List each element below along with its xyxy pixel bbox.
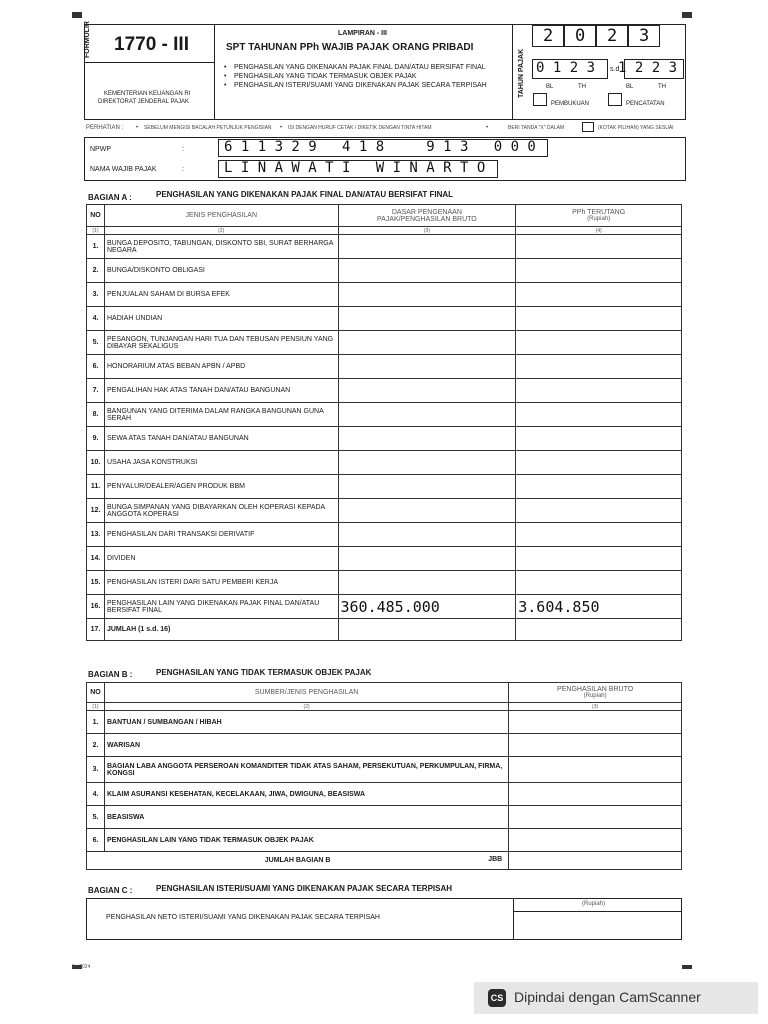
jbb-code: JBB [488,856,503,863]
row-number: 12. [87,499,105,523]
row-label: JUMLAH (1 s.d. 16) [104,619,338,641]
col-index: (4) [516,227,682,235]
bagian-a-row [87,235,682,259]
col-index: (3) [509,703,682,711]
bagian-b-row [87,829,682,852]
row-label: BANTUAN / SUMBANGAN / HIBAH [104,711,508,734]
perhatian-item: (KOTAK PILIHAN) YANG SESUAI [598,125,674,131]
bagian-b-row [87,734,682,757]
row-label: PENGHASILAN ISTERI DARI SATU PEMBERI KERJA [104,571,338,595]
penghasilan-bruto-cell[interactable] [509,806,682,829]
dasar-pengenaan-cell[interactable] [338,379,516,403]
col-header-bruto [509,683,682,703]
perhatian-item: ISI DENGAN HURUF CETAK / DIKETIK DENGAN TINTA HITAM [288,125,432,131]
name-value: L I N A W A T I W I N A R T O [224,160,486,176]
bagian-b-row [87,806,682,829]
row-number: 10. [87,451,105,475]
pph-terutang-cell[interactable] [516,259,682,283]
year-field[interactable] [532,25,660,47]
row-label: PENGALIHAN HAK ATAS TANAH DAN/ATAU BANGUNAN [104,379,338,403]
bagian-a-row [87,619,682,641]
perhatian-label: PERHATIAN : [86,125,124,131]
row-label: PENGHASILAN LAIN YANG DIKENAKAN PAJAK FINAL DAN/ATAU BERSIFAT FINAL [104,595,338,619]
row-number: 4. [87,783,105,806]
dasar-pengenaan-cell[interactable] [338,499,516,523]
row-number: 11. [87,475,105,499]
bullet-item: PENGHASILAN YANG TIDAK TERMASUK OBJEK PAJAK [234,73,417,80]
camscanner-watermark [474,982,758,1014]
dasar-pengenaan-cell[interactable] [338,571,516,595]
penghasilan-bruto-cell[interactable] [509,783,682,806]
row-number: 5. [87,806,105,829]
bagian-a-row [87,427,682,451]
bagian-b-row [87,757,682,783]
row-number: 2. [87,259,105,283]
row-number: 3. [87,757,105,783]
form-number: 1770 - III [114,34,189,55]
registration-mark-top-left [72,12,82,18]
bl-label: BL [546,84,554,90]
bagian-a-row [87,259,682,283]
bagian-c-rupiah: (Rupiah) [582,901,606,907]
col-header-pph-line2: (Rupiah) [587,216,611,222]
row-label: BUNGA DEPOSITO, TABUNGAN, DISKONTO SBI, SURAT BERHARGA NEGARA [104,235,338,259]
pencatatan-checkbox[interactable] [608,93,622,106]
jumlah-bagian-b-label [87,852,509,870]
th-label: TH [578,84,586,90]
year-digit: 0 [575,26,586,46]
dasar-pengenaan-cell[interactable] [338,547,516,571]
row-label: HADIAH UNDIAN [104,307,338,331]
period-start: 0 1 2 3 [536,60,596,76]
bagian-a-table [86,204,682,641]
pph-terutang-cell[interactable] [516,355,682,379]
bagian-b-row [87,783,682,806]
row-number: 6. [87,355,105,379]
row-number: 5. [87,331,105,355]
col-header-dasar-line1: DASAR PENGENAAN [391,208,462,216]
camscanner-icon: CS [488,989,506,1007]
col-header-dasar-line2: PAJAK/PENGHASILAN BRUTO [377,215,477,223]
row-number: 15. [87,571,105,595]
col-header-pph [516,205,682,227]
row-number: 1. [87,235,105,259]
jumlah-bagian-b-text: JUMLAH BAGIAN B [264,857,331,864]
jumlah-bagian-b-value[interactable] [509,852,682,870]
bagian-b-table [86,682,682,870]
year-digit: 2 [543,26,554,46]
penghasilan-bruto-cell[interactable] [509,734,682,757]
col-header-no: NO [87,205,105,227]
bagian-a-row [87,355,682,379]
row-number: 14. [87,547,105,571]
name-label: NAMA WAJIB PAJAK [90,166,157,173]
penghasilan-bruto-cell[interactable] [509,711,682,734]
col-header-no: NO [87,683,105,703]
bagian-c-title: PENGHASILAN ISTERI/SUAMI YANG DIKENAKAN PAJAK SECARA TERPISAH [156,884,453,893]
pph-terutang-cell[interactable] [516,235,682,259]
bagian-a-row [87,499,682,523]
pph-terutang-cell[interactable]: 3.604.850 [516,595,682,619]
bl-label: BL [626,84,634,90]
row-label: PESANGON, TUNJANGAN HARI TUA DAN TEBUSAN PENSIUN YANG DIBAYAR SEKALIGUS [104,331,338,355]
row-label: PENJUALAN SAHAM DI BURSA EFEK [104,283,338,307]
row-number: 1. [87,711,105,734]
registration-mark-top-right [682,12,692,18]
pph-terutang-cell[interactable] [516,499,682,523]
bagian-a-row [87,283,682,307]
dasar-pengenaan-cell[interactable] [338,307,516,331]
bagian-b-title: PENGHASILAN YANG TIDAK TERMASUK OBJEK PAJAK [156,668,372,677]
row-number: 2. [87,734,105,757]
pph-terutang-cell[interactable] [516,475,682,499]
row-label: PENGHASILAN DARI TRANSAKSI DERIVATIF [104,523,338,547]
pph-terutang-cell[interactable] [516,523,682,547]
row-label: BAGIAN LABA ANGGOTA PERSEROAN KOMANDITER TIDAK ATAS SAHAM, PERSEKUTUAN, PERKUMPULAN, FIRMA, KONGSI [104,757,508,783]
pencatatan-label: PENCATATAN [626,101,665,107]
row-label: WARISAN [104,734,508,757]
dasar-pengenaan-cell[interactable]: 360.485.000 [338,595,516,619]
row-label: BEASISWA [104,806,508,829]
camscanner-text: Dipindai dengan CamScanner [514,989,701,1005]
tahun-pajak-label: TAHUN PAJAK [518,48,525,98]
dasar-pengenaan-cell[interactable] [338,355,516,379]
row-label: PENYALUR/DEALER/AGEN PRODUK BBM [104,475,338,499]
lampiran: LAMPIRAN - III [338,30,387,37]
row-number: 17. [87,619,105,641]
bagian-a-label: BAGIAN A : [88,193,132,202]
dasar-pengenaan-cell[interactable] [338,331,516,355]
form-code: 9 - 2024 [72,964,91,970]
col-header-jenis: JENIS PENGHASILAN [104,205,338,227]
pph-terutang-cell[interactable] [516,307,682,331]
col-header-bruto-line2: (Rupiah) [583,693,607,699]
col-header-bruto-line1: PENGHASILAN BRUTO [557,686,634,693]
col-index: (1) [87,227,105,235]
pph-terutang-cell[interactable] [516,283,682,307]
dasar-pengenaan-cell[interactable] [338,451,516,475]
registration-mark-bottom-right [682,965,692,969]
row-number: 13. [87,523,105,547]
year-digit: 2 [607,26,618,46]
pph-terutang-cell[interactable] [516,619,682,641]
col-index: (3) [338,227,516,235]
dasar-pengenaan-cell[interactable] [338,235,516,259]
period-separator: s.d [610,66,620,73]
row-label: DIVIDEN [104,547,338,571]
bagian-c-value[interactable] [514,912,681,939]
bagian-a-row [87,403,682,427]
row-label: KLAIM ASURANSI KESEHATAN, KECELAKAAN, JIWA, DWIGUNA, BEASISWA [104,783,508,806]
row-label: PENGHASILAN LAIN YANG TIDAK TERMASUK OBJEK PAJAK [104,829,508,852]
th-label: TH [658,84,666,90]
npwp-label: NPWP [90,146,111,153]
dasar-pengenaan-cell[interactable] [338,523,516,547]
row-number: 16. [87,595,105,619]
period-end: 1 2 2 3 [618,60,678,76]
dasar-pengenaan-cell[interactable] [338,403,516,427]
ministry: KEMENTERIAN KEUANGAN RI [104,91,191,97]
col-header-sumber: SUMBER/JENIS PENGHASILAN [104,683,508,703]
pph-terutang-cell[interactable] [516,427,682,451]
pph-terutang-cell[interactable] [516,451,682,475]
bullet-list: • PENGHASILAN YANG DIKENAKAN PAJAK FINAL DAN/ATAU BERSIFAT FINAL • PENGHASILAN YANG TIDAK TERMASUK OBJEK PAJAK • PENGHASILAN ISTERI/SUAMI YANG DIKENAKAN PAJAK SECARA TERPISAH [224,64,504,89]
penghasilan-bruto-cell[interactable] [509,829,682,852]
bagian-a-row [87,475,682,499]
npwp-value: 6 1 1 3 2 9 4 1 8 9 1 3 0 0 0 [224,139,536,155]
form-label: FORMULIR [84,21,91,58]
row-number: 7. [87,379,105,403]
bagian-a-row [87,451,682,475]
row-number: 9. [87,427,105,451]
pembukuan-checkbox[interactable] [533,93,547,106]
bagian-c-label: BAGIAN C : [88,886,133,895]
bagian-a-row [87,523,682,547]
penghasilan-bruto-cell[interactable] [509,757,682,783]
row-label: USAHA JASA KONSTRUKSI [104,451,338,475]
pph-terutang-cell[interactable] [516,571,682,595]
col-index: (1) [87,703,105,711]
bagian-a-row [87,571,682,595]
page-title: SPT TAHUNAN PPh WAJIB PAJAK ORANG PRIBADI [226,42,474,53]
row-number: 8. [87,403,105,427]
col-header-dasar [338,205,516,227]
row-number: 6. [87,829,105,852]
row-number: 3. [87,283,105,307]
col-index: (2) [104,703,508,711]
col-header-pph-line1: PPh TERUTANG [572,209,626,216]
row-label: SEWA ATAS TANAH DAN/ATAU BANGUNAN [104,427,338,451]
dasar-pengenaan-cell[interactable] [338,427,516,451]
pph-terutang-cell[interactable] [516,379,682,403]
bagian-a-row [87,595,682,619]
row-label: BUNGA/DISKONTO OBLIGASI [104,259,338,283]
row-number: 4. [87,307,105,331]
pph-terutang-cell[interactable] [516,331,682,355]
pph-terutang-cell[interactable] [516,403,682,427]
bagian-b-label: BAGIAN B : [88,670,133,679]
npwp-colon: : [182,146,184,153]
bagian-a-row [87,379,682,403]
row-label: BUNGA SIMPANAN YANG DIBAYARKAN OLEH KOPERASI KEPADA ANGGOTA KOPERASI [104,499,338,523]
dasar-pengenaan-cell[interactable] [338,259,516,283]
bullet-item: PENGHASILAN ISTERI/SUAMI YANG DIKENAKAN PAJAK SECARA TERPISAH [234,82,487,89]
year-digit: 3 [639,26,650,46]
row-label: HONORARIUM ATAS BEBAN APBN / APBD [104,355,338,379]
name-colon: : [182,166,184,173]
pph-terutang-cell[interactable] [516,547,682,571]
dasar-pengenaan-cell[interactable] [338,283,516,307]
perhatian-item: SEBELUM MENGISI BACALAH PETUNJUK PENGISIAN [144,125,272,131]
pembukuan-label: PEMBUKUAN [551,101,590,107]
bagian-a-row [87,307,682,331]
bullet-item: PENGHASILAN YANG DIKENAKAN PAJAK FINAL DAN/ATAU BERSIFAT FINAL [234,64,486,71]
bagian-b-row [87,711,682,734]
perhatian-item: BERI TANDA "X" DALAM [508,125,565,131]
bagian-a-row [87,547,682,571]
bagian-a-row [87,331,682,355]
bagian-a-title: PENGHASILAN YANG DIKENAKAN PAJAK FINAL DAN/ATAU BERSIFAT FINAL [156,190,454,199]
dasar-pengenaan-cell[interactable] [338,475,516,499]
dasar-pengenaan-cell[interactable] [338,619,516,641]
col-index: (2) [104,227,338,235]
directorate: DIREKTORAT JENDERAL PAJAK [98,99,190,105]
bagian-c-row-label: PENGHASILAN NETO ISTERI/SUAMI YANG DIKENAKAN PAJAK SECARA TERPISAH [106,914,380,921]
row-label: BANGUNAN YANG DITERIMA DALAM RANGKA BANGUNAN GUNA SERAH [104,403,338,427]
